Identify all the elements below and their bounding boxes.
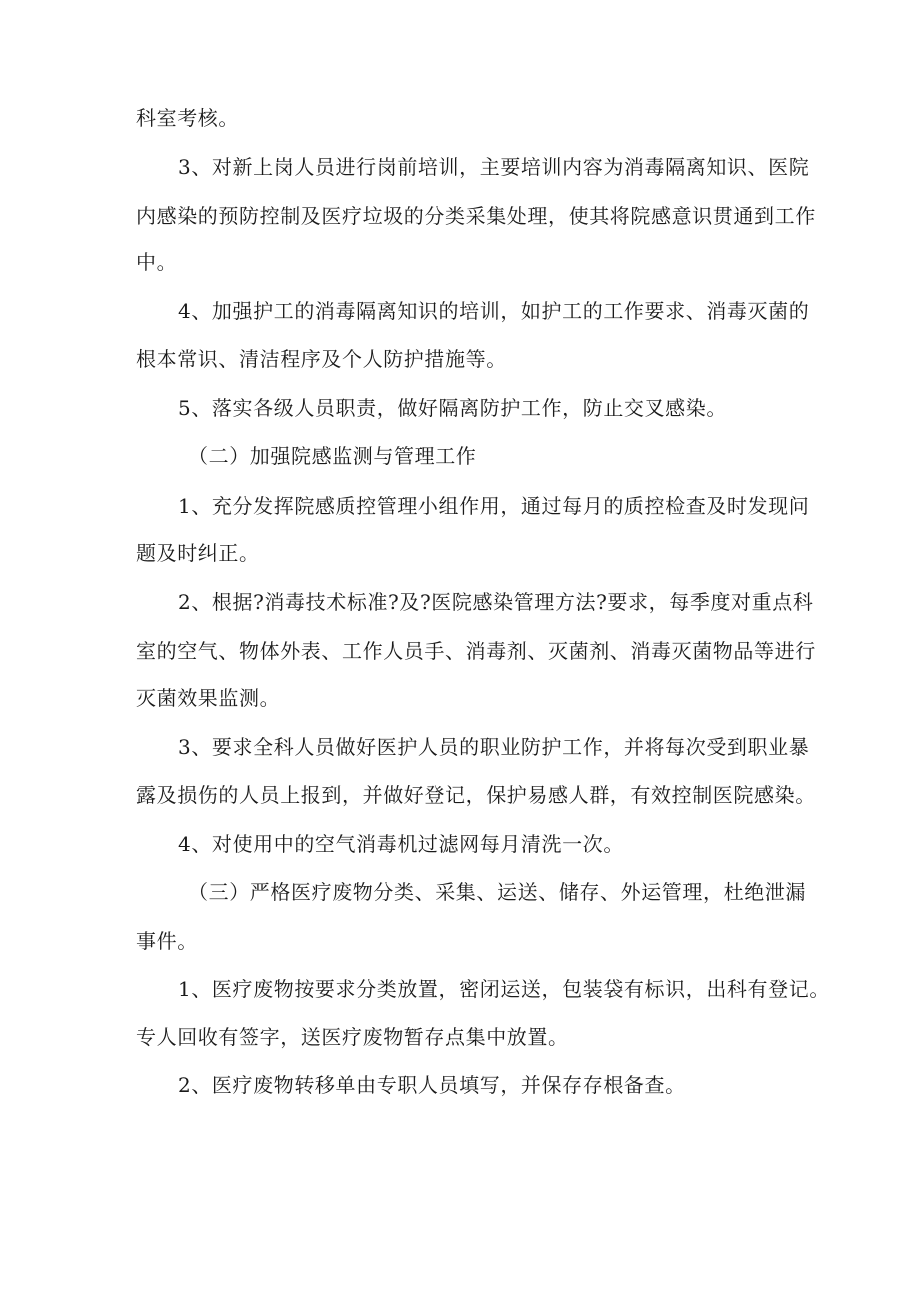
text-line: 内感染的预防控制及医疗垃圾的分类采集处理，使其将院感意识贯通到工作 — [136, 204, 816, 228]
text-line: 专人回收有签字，送医疗废物暂存点集中放置。 — [136, 1025, 569, 1049]
text-line: 5、落实各级人员职责，做好隔离防护工作，防止交叉感染。 — [178, 396, 727, 420]
text-line: 1、充分发挥院感质控管理小组作用，通过每月的质控检查及时发现问 — [178, 494, 810, 518]
text-line: 露及损伤的人员上报到，并做好登记，保护易感人群，有效控制医院感染。 — [136, 783, 816, 807]
text-line: 2、根据?消毒技术标准?及?医院感染管理方法?要求，每季度对重点科 — [178, 590, 814, 614]
text-line: 事件。 — [136, 929, 198, 953]
section-heading: （二）加强院感监测与管理工作 — [188, 444, 477, 468]
text-line: 4、加强护工的消毒隔离知识的培训，如护工的工作要求、消毒灭菌的 — [178, 299, 810, 323]
text-line: 4、对使用中的空气消毒机过滤网每月清洗一次。 — [178, 832, 624, 856]
section-heading: （三）严格医疗废物分类、采集、运送、储存、外运管理，杜绝泄漏 — [188, 880, 806, 904]
text-line: 3、对新上岗人员进行岗前培训，主要培训内容为消毒隔离知识、医院 — [178, 155, 810, 179]
text-line: 灭菌效果监测。 — [136, 686, 281, 710]
text-line: 室的空气、物体外表、工作人员手、消毒剂、灭菌剂、消毒灭菌物品等进行 — [136, 639, 816, 663]
text-line: 题及时纠正。 — [136, 541, 260, 565]
text-line: 中。 — [136, 250, 178, 274]
text-line: 3、要求全科人员做好医护人员的职业防护工作，并将每次受到职业暴 — [178, 735, 810, 759]
text-line: 1、医疗废物按要求分类放置，密闭运送，包装袋有标识，出科有登记。 — [178, 977, 830, 1001]
text-line: 根本常识、清洁程序及个人防护措施等。 — [136, 347, 507, 371]
text-line: 2、医疗废物转移单由专职人员填写，并保存存根备查。 — [178, 1073, 686, 1097]
text-line: 科室考核。 — [136, 106, 239, 130]
